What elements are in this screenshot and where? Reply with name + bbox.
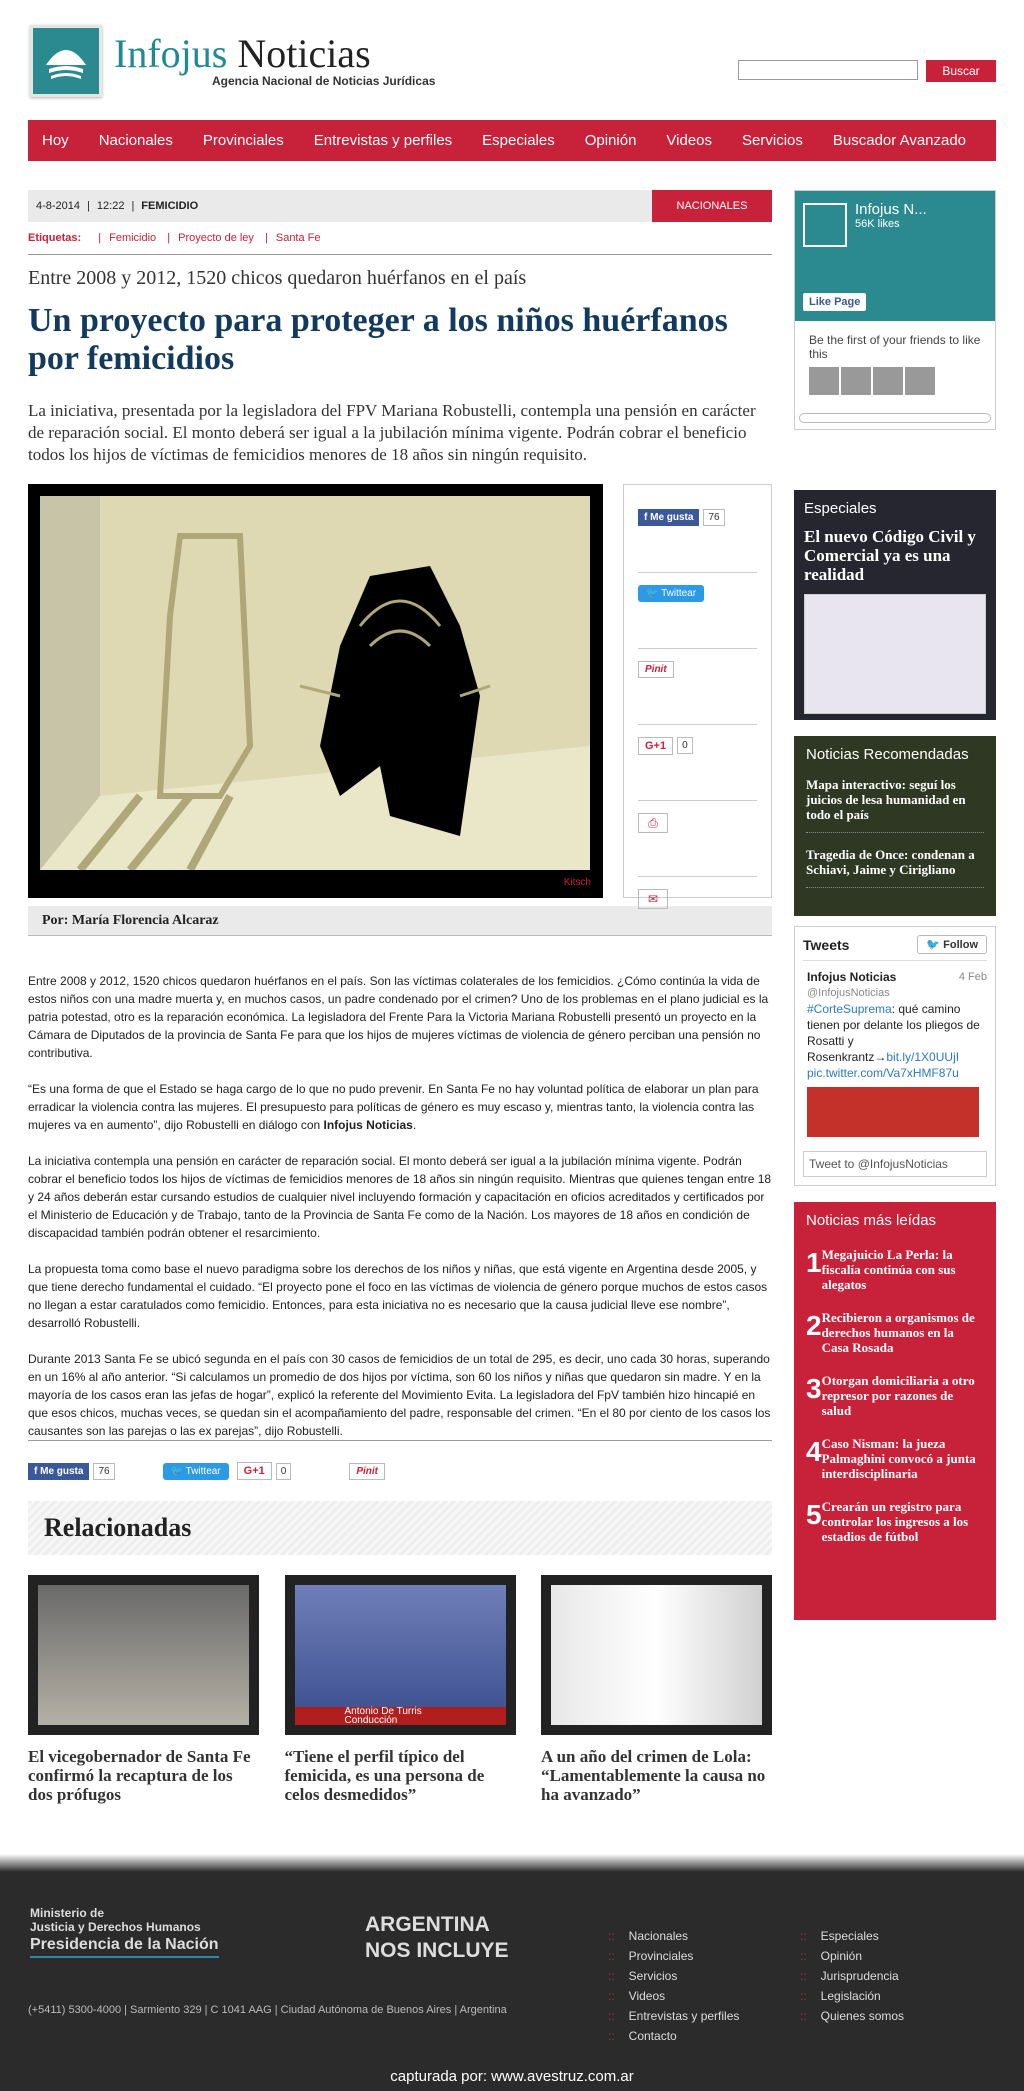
twitter-share-button[interactable]: 🐦 Twittear <box>163 1463 229 1480</box>
video-caption-sub: Conducción <box>344 1715 398 1726</box>
search-button[interactable]: Buscar <box>926 60 996 82</box>
facebook-page-name[interactable]: Infojus N... <box>855 201 927 218</box>
tweet-text: : qué camino tienen por delante los pliegos de Rosatti y Rosenkrantz→ <box>807 1002 980 1064</box>
especiales-image[interactable] <box>804 594 986 714</box>
article-author: Por: María Florencia Alcaraz <box>28 906 772 936</box>
tag-link[interactable]: Santa Fe <box>275 232 321 244</box>
article-kicker: Entre 2008 y 2012, 1520 chicos quedaron huérfanos en el país <box>28 267 527 289</box>
video-credit: Kitsch <box>563 877 591 888</box>
related-title[interactable]: “Tiene el perfil típico del femicida, es una persona de celos desmedidos” <box>284 1747 485 1804</box>
recommended-item[interactable]: Mapa interactivo: seguí los juicios de lesa humanidad en todo el país <box>806 763 984 833</box>
ministry-logo[interactable]: Ministerio de Justicia y Derechos Humanos Presidencia de la Nación <box>30 1906 219 1958</box>
nav-item-buscador[interactable]: Buscador Avanzado <box>832 132 967 149</box>
site-logo[interactable] <box>30 25 435 97</box>
facebook-page-likes: 56K likes <box>855 218 900 230</box>
related-image[interactable] <box>541 1575 772 1735</box>
media-block <box>28 484 772 906</box>
related-title[interactable]: A un año del crimen de Lola: “Lamentablemente la causa no ha avanzado” <box>541 1747 766 1804</box>
logo-word-infojus: Infojus <box>114 31 228 76</box>
tags-label: Etiquetas: <box>28 232 82 244</box>
related-title[interactable]: El vicegobernador de Santa Fe confirmó la recaptura de los dos prófugos <box>28 1747 251 1804</box>
google-plus-button[interactable]: G+1 <box>237 1462 272 1480</box>
article-time: 12:22 <box>96 200 125 212</box>
facebook-friends-text: Be the first of your friends to like this <box>809 333 981 361</box>
footer-link[interactable]: :: Provinciales <box>608 1946 739 1966</box>
logo-word-noticias: Noticias <box>237 31 371 76</box>
google-plus-count: 0 <box>276 1463 292 1480</box>
most-read-item[interactable]: 2 Recibieron a organismos de derechos humanos en la Casa Rosada <box>806 1310 975 1355</box>
twitter-share-button[interactable]: 🐦 Twittear <box>638 585 704 602</box>
footer-link[interactable]: :: Quienes somos <box>800 2006 904 2026</box>
facebook-page-logo-icon <box>803 203 847 247</box>
facebook-like-count: 76 <box>703 509 724 526</box>
especiales-box <box>794 490 996 720</box>
related-card[interactable] <box>541 1575 772 1804</box>
footer-link[interactable]: :: Videos <box>608 1986 739 2006</box>
tweet <box>803 969 987 1137</box>
horizontal-scrollbar[interactable] <box>799 413 991 423</box>
site-footer <box>0 1872 1024 2091</box>
nav-item-videos[interactable]: Videos <box>666 132 713 149</box>
sidebar <box>794 190 996 1620</box>
related-image[interactable] <box>285 1575 516 1735</box>
footer-link[interactable]: :: Servicios <box>608 1966 739 1986</box>
nav-item-hoy[interactable]: Hoy <box>42 132 69 149</box>
tweet-link[interactable]: bit.ly/1X0UUjI <box>886 1050 960 1064</box>
facebook-like-count: 76 <box>93 1463 114 1480</box>
nav-item-especiales[interactable]: Especiales <box>482 132 555 149</box>
search-form <box>738 60 996 82</box>
most-read-item[interactable]: 4 Caso Nisman: la jueza Palmaghini convocó a junta interdisciplinaria <box>806 1436 976 1481</box>
footer-nav-col2 <box>800 1926 904 2026</box>
body-paragraph: “Es una forma de que el Estado se haga cargo de lo que no pudo prevenir. En Santa Fe no hay voluntad política de elaborar un plan para erradicar la violencia contra las mujeres. El presupuesto para políticas de género es muy escaso y, mientras tanto, la violencia contra las mujeres va en aumento”, dijo Robustelli en diálogo con Infojus Noticias. <box>28 1082 759 1132</box>
facebook-page-widget <box>794 190 996 430</box>
most-read-item[interactable]: 5 Crearán un registro para controlar los ingresos a los estadios de fútbol <box>806 1499 969 1544</box>
argentina-nos-incluye-logo: ARGENTINA NOS INCLUYE <box>365 1913 509 1962</box>
nav-item-servicios[interactable]: Servicios <box>742 132 803 149</box>
nav-item-entrevistas[interactable]: Entrevistas y perfiles <box>313 132 453 149</box>
tweet-hashtag[interactable]: #CorteSuprema <box>807 1002 892 1016</box>
share-column <box>623 484 772 906</box>
tag-link[interactable]: Femicidio <box>109 232 157 244</box>
footer-nav-col1 <box>608 1926 739 2046</box>
footer-link[interactable]: :: Contacto <box>608 2026 739 2046</box>
tags-row: Etiquetas: | Femicidio | Proyecto de ley | Santa Fe <box>28 232 772 255</box>
tweet-pic-link[interactable]: pic.twitter.com/Va7xHMF87u <box>807 1066 959 1080</box>
email-icon[interactable]: ✉ <box>638 889 668 909</box>
tweet-date[interactable]: 4 Feb <box>958 971 987 983</box>
most-read-item[interactable]: 1 Megajuicio La Perla: la fiscalía continúa con sus alegatos <box>806 1247 956 1292</box>
body-paragraph: Entre 2008 y 2012, 1520 chicos quedaron huérfanos en el país. Son las víctimas colaterales de los femicidios. ¿Cómo continúa la vida de estos niños con una madre muerta y, en muchos casos, un padre condenado por el crimen? Uno de los problemas en el plano judicial es la patria potestad, otro es la reparación económica. La legisladora del Frente Para la Victoria Mariana Robustelli presentó un proyecto en la Cámara de Diputados de la provincia de Santa Fe para que los hijos de mujeres víctimas de violencia de género perciban una pensión no contributiva. <box>28 974 769 1060</box>
especiales-title[interactable]: El nuevo Código Civil y Comercial ya es una realidad <box>804 527 976 584</box>
nav-item-provinciales[interactable]: Provinciales <box>202 132 284 149</box>
related-heading: Relacionadas <box>28 1501 772 1555</box>
related-card[interactable] <box>28 1575 259 1804</box>
related-card[interactable] <box>285 1575 516 1804</box>
especiales-heading: Especiales <box>804 500 877 517</box>
google-plus-button[interactable]: G+1 <box>638 737 673 755</box>
tweet-to-input[interactable]: Tweet to @InfojusNoticias <box>803 1151 987 1177</box>
article-headline: Un proyecto para proteger a los niños huérfanos por femicidios <box>28 302 728 377</box>
facebook-like-button[interactable]: f Me gusta <box>638 509 699 526</box>
logo-subtitle: Agencia Nacional de Noticias Jurídicas <box>212 74 436 88</box>
article-category[interactable]: FEMICIDIO <box>141 200 199 212</box>
body-paragraph: La iniciativa contempla una pensión en carácter de reparación social. El monto deberá ser igual a la jubilación mínima vigente. Podrán cobrar el beneficio todos los hijos de víctimas de femicidios menores de 18 años sin ningún requisito. Mientras que quienes tengan entre 18 y 24 años deberán estar cursando estudios de cualquier nivel incluyendo formación y capacitación en oficios acreditados y certificados por el Ministerio de Educación y de Trabajo, tanto de la Provincia de Santa Fe como de la Nación. Los mayores de 18 años en condición de discapacidad también podrán obtener el resarcimiento. <box>28 1154 772 1240</box>
most-read-heading: Noticias más leídas <box>806 1212 937 1229</box>
tweet-user[interactable]: Infojus Noticias <box>807 970 897 984</box>
facebook-like-page-button[interactable]: Like Page <box>803 293 866 311</box>
site-header <box>0 0 1024 115</box>
body-paragraph: La propuesta toma como base el nuevo paradigma sobre los derechos de los niños y niñas, que está vigente en Argentina desde 2005, y que tiene derecho fundamental el cuidado. “El proyecto pone el foco en las víctimas de violencia de género porque muchos de estos casos no llegan a estar caratulados como femicidio. Entonces, para esta iniciativa no es necesario que la causa judicial lleve ese nombre”, desarrolló Robustelli. <box>28 1262 768 1330</box>
related-grid <box>28 1575 772 1804</box>
tweets-heading: Tweets <box>803 936 850 953</box>
pinterest-button[interactable]: Pinit <box>638 661 674 678</box>
google-plus-count: 0 <box>677 737 693 754</box>
footer-link[interactable]: :: Opinión <box>800 1946 904 1966</box>
twitter-follow-button[interactable]: 🐦 Follow <box>917 935 987 954</box>
video-frame <box>40 496 590 870</box>
most-read-box <box>794 1202 996 1620</box>
capture-credit: capturada por: www.avestruz.com.ar <box>390 2068 634 2085</box>
footer-link[interactable]: :: Especiales <box>800 1926 904 1946</box>
tweet-image[interactable] <box>807 1087 979 1137</box>
nav-item-nacionales[interactable]: Nacionales <box>98 132 173 149</box>
nav-item-opinion[interactable]: Opinión <box>584 132 637 149</box>
video-caption-name: Antonio De Turris <box>344 1706 422 1717</box>
article-meta-bar: 4-8-2014 | 12:22 | FEMICIDIO NACIONALES <box>28 190 772 222</box>
print-icon[interactable]: ⎙ <box>638 813 668 833</box>
facebook-faces <box>809 367 981 395</box>
section-badge[interactable]: NACIONALES <box>652 190 772 222</box>
recommended-box <box>794 736 996 916</box>
article-date: 4-8-2014 <box>36 200 81 212</box>
main-nav <box>28 120 996 161</box>
recommended-item[interactable]: Tragedia de Once: condenan a Schiavi, Jaime y Cirigliano <box>806 833 984 888</box>
footer-link[interactable]: :: Jurisprudencia <box>800 1966 904 1986</box>
article-lead: La iniciativa, presentada por la legisladora del FPV Mariana Robustelli, contempla una pensión en carácter de reparación social. El monto deberá ser igual a la jubilación mínima vigente. Podrán cobrar el beneficio todos los hijos de víctimas de femicidios menores de 18 años sin ningún requisito. <box>28 401 756 464</box>
related-image[interactable] <box>28 1575 259 1735</box>
footer-link[interactable]: :: Entrevistas y perfiles <box>608 2006 739 2026</box>
video-player[interactable] <box>28 484 603 898</box>
footer-link[interactable]: :: Legislación <box>800 1986 904 2006</box>
tweet-handle[interactable]: @InfojusNoticias <box>807 987 890 999</box>
footer-link[interactable]: :: Nacionales <box>608 1926 739 1946</box>
bottom-share-row <box>28 1461 772 1481</box>
footer-address: (+5411) 5300-4000 | Sarmiento 329 | C 1041 AAG | Ciudad Autónoma de Buenos Aires | Argentina <box>28 2004 507 2016</box>
body-paragraph: Durante 2013 Santa Fe se ubicó segunda en el país con 30 casos de femicidios de un total de 295, es decir, uno cada 30 horas, superando en un 16% al año anterior. “Si calculamos un promedio de dos hijos por víctima, son 60 los niños y niñas que quedaron sin madre. Y en la mayoría de los casos eran las jefas de hogar”, explicó la referente del Movimiento Evita. La legisladora del FpV también hizo hincapié en que esos chicos, muchas veces, se quedan sin el acompañamiento del padre, responsable del crimen. “En el 80 por ciento de los casos los causantes son las parejas o las ex parejas”, dijo Robustelli. <box>28 1350 772 1441</box>
twitter-widget <box>794 926 996 1186</box>
pinterest-button[interactable]: Pinit <box>349 1463 385 1480</box>
logo-icon <box>30 25 102 97</box>
tag-link[interactable]: Proyecto de ley <box>178 232 254 244</box>
most-read-item[interactable]: 3 Otorgan domiciliaria a otro represor por razones de salud <box>806 1373 975 1418</box>
search-input[interactable] <box>738 60 918 80</box>
article-main <box>28 190 772 1804</box>
recommended-heading: Noticias Recomendadas <box>806 746 969 763</box>
article-body <box>28 972 772 1441</box>
facebook-like-button[interactable]: f Me gusta <box>28 1463 89 1480</box>
